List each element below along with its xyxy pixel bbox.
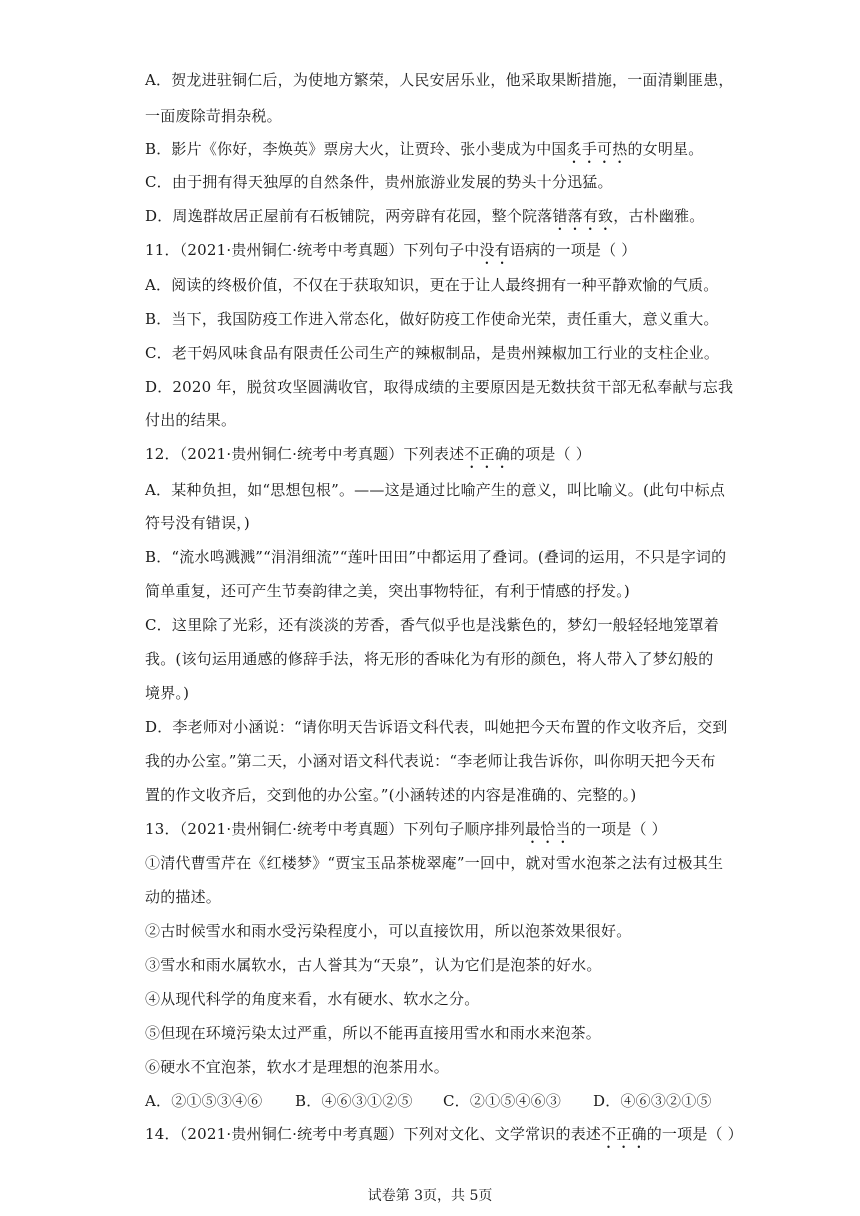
page-footer: 试卷第 3页，共 5页 xyxy=(367,1188,493,1204)
emphasis-dots: 错落有致 xyxy=(552,207,614,225)
q11-option-c: C．老干妈风味食品有限责任公司生产的辣椒制品，是贵州辣椒加工行业的支柱企业。 xyxy=(145,344,720,362)
q13-option-d: D．④⑥③②①⑤ xyxy=(593,1092,712,1110)
q12-option-d-line1: D．李老师对小涵说：“请你明天告诉语文科代表，叫她把今天布置的作文收齐后，交到 xyxy=(145,718,728,736)
emphasis-dots: 没有 xyxy=(479,241,510,259)
question-13-stem: 13．（2021·贵州铜仁·统考中考真题）下列句子顺序排列最恰当的一项是（ ） xyxy=(145,820,667,838)
q13-sentence-4: ④从现代科学的角度来看，水有硬水、软水之分。 xyxy=(145,990,480,1008)
q11-option-d-line2: 付出的结果。 xyxy=(145,411,237,429)
q10-option-c: C．由于拥有得天独厚的自然条件，贵州旅游业发展的势头十分迅猛。 xyxy=(145,173,613,191)
q13-option-a: A．②①⑤③④⑥ xyxy=(145,1092,263,1110)
q12-option-b-line1: B．“流水鸣溅溅”“涓涓细流”“莲叶田田”中都运用了叠词。(叠词的运用，不只是字词的 xyxy=(145,548,727,566)
question-12-stem: 12．（2021·贵州铜仁·统考中考真题）下列表述不正确的项是（ ） xyxy=(145,445,591,463)
emphasis-dots: 最恰当 xyxy=(525,820,571,838)
emphasis-dots: 不正确 xyxy=(464,445,510,463)
q13-sentence-5: ⑤但现在环境污染太过严重，所以不能再直接用雪水和雨水来泡茶。 xyxy=(145,1024,602,1042)
emphasis-dots: 不正确 xyxy=(601,1125,647,1143)
q13-options xyxy=(145,1091,725,1111)
q13-sentence-2: ②古时候雪水和雨水受污染程度小，可以直接饮用，所以泡茶效果很好。 xyxy=(145,922,632,940)
q12-option-d-line2: 我的办公室。”第二天，小涵对语文科代表说：“李老师让我告诉你，叫你明天把今天布 xyxy=(145,752,716,770)
q12-option-c-line1: C．这里除了光彩，还有淡淡的芳香，香气似乎也是浅紫色的，梦幻一般轻轻地笼罩着 xyxy=(145,616,720,634)
q12-option-a-line2: 符号没有错误，) xyxy=(145,514,250,532)
question-14-stem: 14．（2021·贵州铜仁·统考中考真题）下列对文化、文学常识的表述不正确的一项是（ ） xyxy=(145,1125,743,1143)
q10-option-a-line2: 一面废除苛捐杂税。 xyxy=(145,107,282,125)
q13-sentence-1-line2: 动的描述。 xyxy=(145,888,222,906)
q10-option-a-line1: A．贺龙进驻铜仁后，为使地方繁荣，人民安居乐业，他采取果断措施，一面清剿匪患， xyxy=(145,71,734,89)
q12-option-b-line2: 简单重复，还可产生节奏韵律之美，突出事物特征，有利于情感的抒发。) xyxy=(145,582,630,600)
q12-option-a-line1: A．某种负担，如“思想包根”。——这是通过比喻产生的意义，叫比喻义。(此句中标点 xyxy=(145,481,726,499)
q13-sentence-3: ③雪水和雨水属软水，古人誉其为“天泉”，认为它们是泡茶的好水。 xyxy=(145,956,602,974)
q11-option-a: A．阅读的终极价值，不仅在于获取知识，更在于让人最终拥有一种平静欢愉的气质。 xyxy=(145,276,719,294)
q12-option-c-line2: 我。(该句运用通感的修辞手法，将无形的香味化为有形的颜色，将人带入了梦幻般的 xyxy=(145,650,714,668)
q13-sentence-1-line1: ①清代曹雪芹在《红楼梦》“贾宝玉品茶栊翠庵”一回中，就对雪水泡茶之法有过极其生 xyxy=(145,854,724,872)
q11-option-b: B．当下，我国防疫工作进入常态化，做好防疫工作使命光荣，责任重大，意义重大。 xyxy=(145,310,719,328)
emphasis-dots: 炙手可热 xyxy=(566,140,628,158)
q12-option-c-line3: 境界。) xyxy=(145,684,190,702)
question-11-stem: 11．（2021·贵州铜仁·统考中考真题）下列句子中没有语病的一项是（ ） xyxy=(145,241,637,259)
q13-sentence-6: ⑥硬水不宜泡茶，软水才是理想的泡茶用水。 xyxy=(145,1058,450,1076)
q10-option-d: D．周逸群故居正屋前有石板铺院，两旁辟有花园，整个院落错落有致，古朴幽雅。 xyxy=(145,207,705,225)
q13-option-b: B．④⑥③①②⑤ xyxy=(295,1092,413,1110)
q10-option-b: B．影片《你好，李焕英》票房大火，让贾玲、张小斐成为中国炙手可热的女明星。 xyxy=(145,140,704,158)
q12-option-d-line3: 置的作文收齐后，交到他的办公室。”(小涵转述的内容是准确的、完整的。) xyxy=(145,786,637,804)
q13-option-c: C．②①⑤④⑥③ xyxy=(443,1092,562,1110)
q11-option-d-line1: D．2020 年，脱贫攻坚圆满收官，取得成绩的主要原因是无数扶贫干部无私奉献与忘我 xyxy=(145,378,734,396)
